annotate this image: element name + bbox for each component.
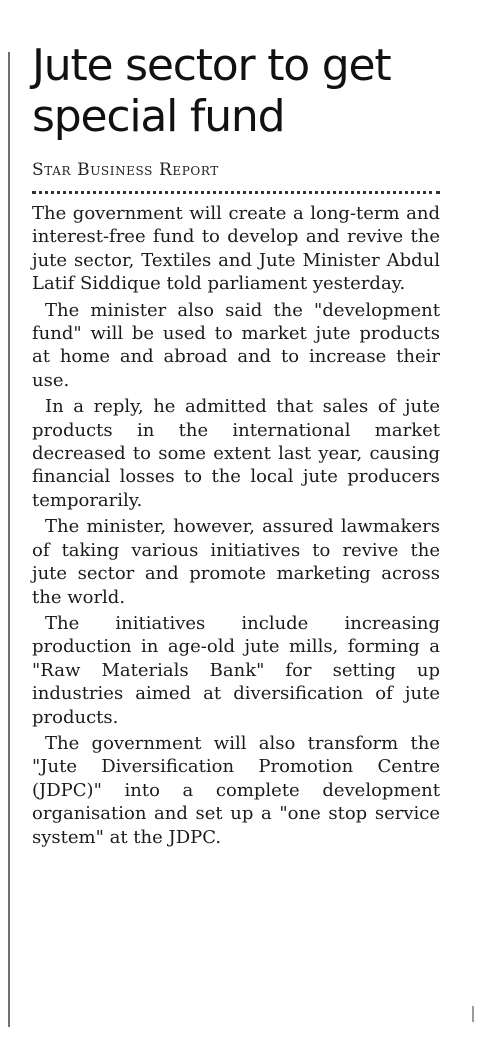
article-paragraph: The government will create a long-term and interest-free fund to develop and revive the jute sector, Textiles and Jute Minister Abdul Latif Siddique told parliament yesterday. (32, 203, 440, 295)
dotted-divider (32, 191, 440, 194)
article-body (32, 202, 440, 849)
edge-marker (472, 1006, 474, 1022)
article-paragraph: The initiatives include increasing production in age-old jute mills, forming a "Raw Materials Bank" for setting up industries aimed at diversification of jute products. (32, 612, 440, 728)
article-headline: Jute sector to get special fund (32, 40, 391, 142)
news-article (32, 40, 440, 849)
article-paragraph: In a reply, he admitted that sales of jute products in the international market decreased to some extent last year, causing financial losses to the local jute producers temporarily. (32, 396, 440, 511)
column-rule (8, 52, 10, 1027)
article-paragraph: The minister also said the "development fund" will be used to market jute products at home and abroad and to increase their use. (32, 299, 440, 391)
article-byline: Star Business Report (32, 160, 219, 180)
article-paragraph: The government will also transform the "Jute Diversification Promotion Centre (JDPC)" into a complete development organisation and set up a "one stop service system" at the JDPC. (32, 732, 440, 848)
article-paragraph: The minister, however, assured lawmakers of taking various initiatives to revive the jute sector and promote marketing across the world. (32, 516, 440, 608)
